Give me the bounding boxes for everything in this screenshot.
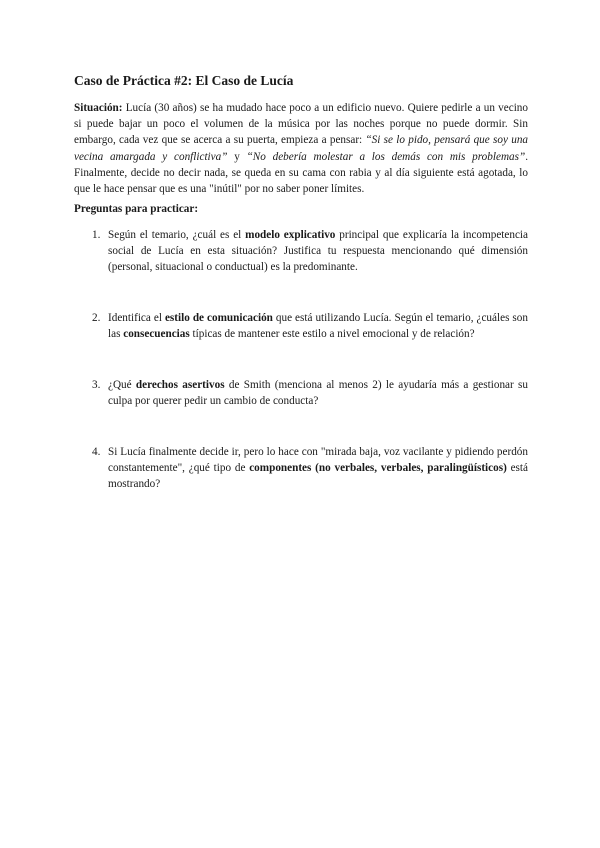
question-text — [108, 227, 528, 276]
situation-text-1: Lucía (30 años) se ha mudado hace poco a un edificio nuevo. Quiere pedirle a un vecino si puede bajar un poco el volumen de la música por las noches porque no puede dormir. Sin embargo, cada vez que se acerca a su puerta, empieza a pensar: — [74, 102, 528, 147]
situation-text-2: y — [227, 150, 247, 163]
question-text-part: que está utilizando Lucía. Según el temario, ¿cuáles son las — [108, 312, 528, 341]
question-number: 4. — [92, 446, 101, 458]
question-keyword: consecuencias — [123, 328, 190, 341]
question-keyword: modelo explicativo — [245, 229, 336, 241]
question-text — [108, 377, 528, 409]
question-item — [92, 227, 528, 276]
question-text-part: ¿Qué — [108, 379, 136, 391]
question-text-part: Identifica el — [108, 312, 165, 324]
question-text-part: típicas de mantener este estilo a nivel emocional y de relación? — [189, 328, 475, 341]
question-number: 2. — [92, 312, 101, 324]
question-item — [92, 377, 528, 409]
document-title: Caso de Práctica #2: El Caso de Lucía — [74, 73, 294, 88]
question-item — [92, 310, 528, 342]
question-keyword: componentes (no verbales, verbales, paralingüísticos) — [249, 462, 507, 475]
question-text — [108, 444, 528, 493]
situation-paragraph — [74, 100, 528, 197]
question-keyword: derechos asertivos — [135, 379, 225, 391]
question-item — [92, 444, 528, 493]
question-text-part: Si Lucía finalmente decide ir, pero lo hace con "mirada baja, voz vacilante y pidiendo perdón constantemente", ¿qué tipo de — [108, 446, 528, 475]
question-text-part: de Smith (menciona al menos 2) le ayudaría más a gestionar su culpa por querer pedir un cambio de conducta? — [108, 379, 528, 408]
question-keyword: estilo de comunicación — [164, 312, 273, 324]
situation-quote-1: “Si se lo pido, pensará que soy una vecina amargada y conflictiva” — [74, 134, 529, 163]
question-text-part: principal que explicaría la incompetencia social de Lucía en esta situación? Justifica tu respuesta mencionando qué dimensión (personal, situacional o conductual) es la predominante. — [108, 229, 528, 274]
question-number: 1. — [92, 229, 101, 241]
questions-heading: Preguntas para practicar: — [74, 203, 199, 215]
question-number: 3. — [92, 379, 101, 391]
situation-text-3: . Finalmente, decide no decir nada, se queda en su cama con rabia y al día siguiente está agotada, lo que le hace pensar que es una "inútil" por no saber poner límites. — [74, 150, 528, 196]
situation-label: Situación: — [74, 102, 123, 114]
question-text — [108, 310, 528, 342]
situation-quote-2: “No debería molestar a los demás con mis problemas” — [246, 150, 526, 163]
question-text-part: Según el temario, ¿cuál es el — [108, 229, 246, 241]
question-text-part: está mostrando? — [108, 462, 528, 491]
